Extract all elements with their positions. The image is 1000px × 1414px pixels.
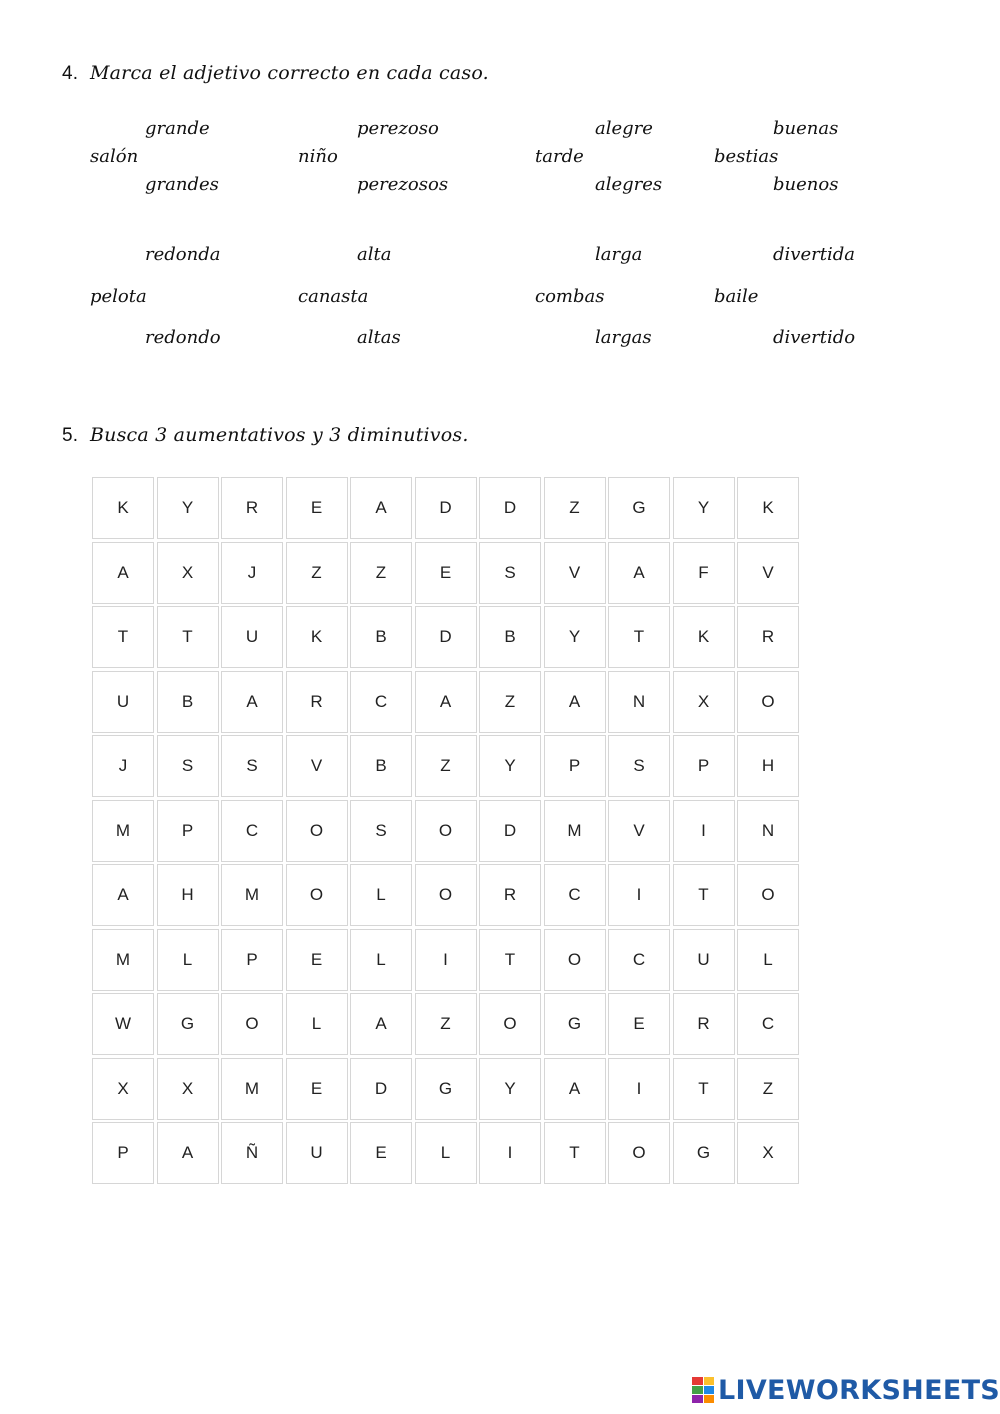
grid-cell[interactable]: M bbox=[92, 929, 154, 991]
grid-cell[interactable]: E bbox=[608, 993, 670, 1055]
grid-cell[interactable]: Z bbox=[415, 735, 477, 797]
grid-cell[interactable]: R bbox=[286, 671, 348, 733]
grid-cell[interactable]: X bbox=[157, 1058, 219, 1120]
grid-cell[interactable]: P bbox=[92, 1122, 154, 1184]
grid-cell[interactable]: T bbox=[608, 606, 670, 668]
grid-cell[interactable]: O bbox=[608, 1122, 670, 1184]
grid-cell[interactable]: L bbox=[286, 993, 348, 1055]
grid-cell[interactable]: G bbox=[544, 993, 606, 1055]
grid-cell[interactable]: E bbox=[415, 542, 477, 604]
grid-cell[interactable]: A bbox=[544, 671, 606, 733]
question-5-instruction: Busca 3 aumentativos y 3 diminutivos. bbox=[90, 424, 469, 446]
grid-cell[interactable]: K bbox=[286, 606, 348, 668]
grid-cell[interactable]: U bbox=[673, 929, 735, 991]
adjective-option[interactable]: buenos bbox=[773, 174, 839, 195]
grid-cell[interactable]: I bbox=[673, 800, 735, 862]
adjective-option[interactable]: perezoso bbox=[357, 118, 439, 139]
grid-cell[interactable]: V bbox=[286, 735, 348, 797]
adjective-option[interactable]: largas bbox=[595, 327, 652, 348]
grid-cell[interactable]: T bbox=[673, 1058, 735, 1120]
adjective-option[interactable]: buenas bbox=[773, 118, 839, 139]
grid-cell[interactable]: J bbox=[221, 542, 283, 604]
grid-cell[interactable]: Z bbox=[286, 542, 348, 604]
grid-cell[interactable]: I bbox=[415, 929, 477, 991]
noun-word: pelota bbox=[90, 286, 147, 307]
grid-cell[interactable]: D bbox=[350, 1058, 412, 1120]
grid-cell[interactable]: S bbox=[608, 735, 670, 797]
grid-cell[interactable]: B bbox=[350, 735, 412, 797]
grid-cell[interactable]: D bbox=[479, 477, 541, 539]
grid-cell[interactable]: F bbox=[673, 542, 735, 604]
grid-cell[interactable]: L bbox=[157, 929, 219, 991]
adjective-option[interactable]: divertida bbox=[773, 244, 855, 265]
grid-cell[interactable]: D bbox=[415, 477, 477, 539]
grid-cell[interactable]: O bbox=[544, 929, 606, 991]
question-5-title bbox=[62, 424, 469, 447]
grid-cell[interactable]: U bbox=[221, 606, 283, 668]
grid-cell[interactable]: S bbox=[350, 800, 412, 862]
question-4-title bbox=[62, 62, 489, 85]
grid-cell[interactable]: K bbox=[92, 477, 154, 539]
grid-cell[interactable]: S bbox=[221, 735, 283, 797]
adjective-option[interactable]: redondo bbox=[145, 327, 221, 348]
grid-cell[interactable]: X bbox=[737, 1122, 799, 1184]
grid-cell[interactable]: I bbox=[479, 1122, 541, 1184]
grid-cell[interactable]: O bbox=[415, 864, 477, 926]
grid-cell[interactable]: Y bbox=[673, 477, 735, 539]
grid-cell[interactable]: L bbox=[415, 1122, 477, 1184]
grid-cell[interactable]: T bbox=[544, 1122, 606, 1184]
grid-cell[interactable]: X bbox=[92, 1058, 154, 1120]
grid-cell[interactable]: C bbox=[221, 800, 283, 862]
grid-cell[interactable]: I bbox=[608, 864, 670, 926]
grid-cell[interactable]: Y bbox=[544, 606, 606, 668]
grid-cell[interactable]: E bbox=[286, 477, 348, 539]
grid-cell[interactable]: A bbox=[544, 1058, 606, 1120]
adjective-option[interactable]: divertido bbox=[773, 327, 856, 348]
grid-cell[interactable]: Y bbox=[479, 735, 541, 797]
grid-cell[interactable]: K bbox=[673, 606, 735, 668]
grid-cell[interactable]: M bbox=[544, 800, 606, 862]
grid-cell[interactable]: I bbox=[608, 1058, 670, 1120]
grid-cell[interactable]: C bbox=[350, 671, 412, 733]
grid-cell[interactable]: M bbox=[221, 1058, 283, 1120]
grid-cell[interactable]: A bbox=[92, 864, 154, 926]
grid-cell[interactable]: X bbox=[673, 671, 735, 733]
grid-cell[interactable]: A bbox=[350, 993, 412, 1055]
grid-cell[interactable]: G bbox=[608, 477, 670, 539]
grid-cell[interactable]: S bbox=[479, 542, 541, 604]
grid-cell[interactable]: B bbox=[157, 671, 219, 733]
grid-cell[interactable]: H bbox=[157, 864, 219, 926]
liveworksheets-logo bbox=[692, 1374, 1000, 1406]
adjective-option[interactable]: grandes bbox=[145, 174, 219, 195]
adjective-option[interactable]: alta bbox=[357, 244, 392, 265]
adjective-option[interactable]: larga bbox=[595, 244, 643, 265]
grid-cell[interactable]: T bbox=[673, 864, 735, 926]
grid-cell[interactable]: G bbox=[673, 1122, 735, 1184]
noun-word: bestias bbox=[714, 146, 779, 167]
grid-cell[interactable]: V bbox=[737, 542, 799, 604]
grid-cell[interactable]: O bbox=[415, 800, 477, 862]
question-4-number: 4. bbox=[62, 63, 79, 84]
grid-cell[interactable]: O bbox=[286, 800, 348, 862]
grid-cell[interactable]: S bbox=[157, 735, 219, 797]
grid-cell[interactable]: G bbox=[157, 993, 219, 1055]
grid-cell[interactable]: D bbox=[479, 800, 541, 862]
noun-word: salón bbox=[90, 146, 139, 167]
grid-cell[interactable]: Z bbox=[544, 477, 606, 539]
grid-cell[interactable]: M bbox=[221, 864, 283, 926]
grid-cell[interactable]: L bbox=[737, 929, 799, 991]
adjective-option[interactable]: grande bbox=[145, 118, 210, 139]
grid-cell[interactable]: B bbox=[350, 606, 412, 668]
noun-word: combas bbox=[535, 286, 605, 307]
liveworksheets-logo-icon bbox=[692, 1377, 714, 1403]
adjective-option[interactable]: redonda bbox=[145, 244, 221, 265]
grid-cell[interactable]: O bbox=[479, 993, 541, 1055]
grid-cell[interactable]: Y bbox=[479, 1058, 541, 1120]
grid-cell[interactable]: R bbox=[479, 864, 541, 926]
grid-cell[interactable]: Z bbox=[479, 671, 541, 733]
grid-cell[interactable]: E bbox=[286, 1058, 348, 1120]
grid-cell[interactable]: N bbox=[608, 671, 670, 733]
grid-cell[interactable]: G bbox=[415, 1058, 477, 1120]
grid-cell[interactable]: P bbox=[544, 735, 606, 797]
grid-cell[interactable]: L bbox=[350, 864, 412, 926]
grid-cell[interactable]: A bbox=[350, 477, 412, 539]
liveworksheets-logo-text: LIVEWORKSHEETS bbox=[718, 1374, 1000, 1406]
grid-cell[interactable]: X bbox=[157, 542, 219, 604]
grid-cell[interactable]: Z bbox=[737, 1058, 799, 1120]
grid-cell[interactable]: K bbox=[737, 477, 799, 539]
grid-cell[interactable]: N bbox=[737, 800, 799, 862]
word-search-grid bbox=[92, 477, 799, 1184]
grid-cell[interactable]: W bbox=[92, 993, 154, 1055]
grid-cell[interactable]: A bbox=[608, 542, 670, 604]
adjective-option[interactable]: altas bbox=[357, 327, 401, 348]
grid-cell[interactable]: O bbox=[737, 864, 799, 926]
noun-word: canasta bbox=[298, 286, 369, 307]
adjective-option[interactable]: alegres bbox=[595, 174, 663, 195]
grid-cell[interactable]: Y bbox=[157, 477, 219, 539]
grid-cell[interactable]: T bbox=[479, 929, 541, 991]
grid-cell[interactable]: M bbox=[92, 800, 154, 862]
grid-cell[interactable]: E bbox=[350, 1122, 412, 1184]
noun-word: baile bbox=[714, 286, 759, 307]
grid-cell[interactable]: A bbox=[92, 542, 154, 604]
grid-cell[interactable]: T bbox=[92, 606, 154, 668]
grid-cell[interactable]: C bbox=[737, 993, 799, 1055]
grid-cell[interactable]: E bbox=[286, 929, 348, 991]
grid-cell[interactable]: T bbox=[157, 606, 219, 668]
grid-cell[interactable]: D bbox=[415, 606, 477, 668]
grid-cell[interactable]: Z bbox=[350, 542, 412, 604]
noun-word: niño bbox=[298, 146, 338, 167]
grid-cell[interactable]: Z bbox=[415, 993, 477, 1055]
adjective-option[interactable]: perezosos bbox=[357, 174, 449, 195]
grid-cell[interactable]: U bbox=[92, 671, 154, 733]
grid-cell[interactable]: U bbox=[286, 1122, 348, 1184]
grid-cell[interactable]: O bbox=[221, 993, 283, 1055]
grid-cell[interactable]: R bbox=[737, 606, 799, 668]
adjective-option[interactable]: alegre bbox=[595, 118, 653, 139]
grid-cell[interactable]: J bbox=[92, 735, 154, 797]
grid-cell[interactable]: P bbox=[221, 929, 283, 991]
grid-cell[interactable]: Ñ bbox=[221, 1122, 283, 1184]
grid-cell[interactable]: A bbox=[221, 671, 283, 733]
grid-cell[interactable]: O bbox=[286, 864, 348, 926]
grid-cell[interactable]: A bbox=[415, 671, 477, 733]
grid-cell[interactable]: O bbox=[737, 671, 799, 733]
grid-cell[interactable]: V bbox=[544, 542, 606, 604]
grid-cell[interactable]: R bbox=[221, 477, 283, 539]
grid-cell[interactable]: H bbox=[737, 735, 799, 797]
grid-cell[interactable]: P bbox=[157, 800, 219, 862]
question-4-instruction: Marca el adjetivo correcto en cada caso. bbox=[90, 62, 489, 84]
grid-cell[interactable]: L bbox=[350, 929, 412, 991]
noun-word: tarde bbox=[535, 146, 584, 167]
grid-cell[interactable]: R bbox=[673, 993, 735, 1055]
grid-cell[interactable]: V bbox=[608, 800, 670, 862]
question-5-number: 5. bbox=[62, 425, 79, 446]
grid-cell[interactable]: P bbox=[673, 735, 735, 797]
grid-cell[interactable]: C bbox=[544, 864, 606, 926]
grid-cell[interactable]: C bbox=[608, 929, 670, 991]
grid-cell[interactable]: A bbox=[157, 1122, 219, 1184]
grid-cell[interactable]: B bbox=[479, 606, 541, 668]
